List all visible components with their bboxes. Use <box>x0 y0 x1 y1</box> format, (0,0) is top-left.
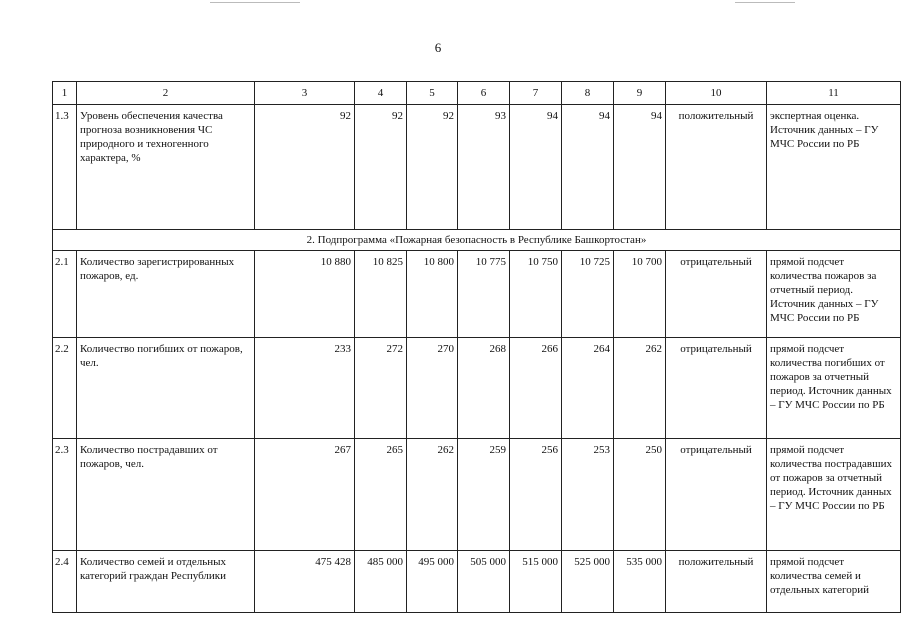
year-value: 10 725 <box>562 251 614 338</box>
year-value: 253 <box>562 439 614 551</box>
section-title: 2. Подпрограмма «Пожарная безопасность в Республике Башкортостан» <box>53 230 901 251</box>
table-row <box>53 338 901 439</box>
year-value: 94 <box>510 105 562 230</box>
trend-direction: положительный <box>666 551 767 613</box>
year-value: 92 <box>355 105 407 230</box>
column-header: 8 <box>562 82 614 105</box>
row-index: 1.3 <box>53 105 77 230</box>
scan-artifact-line <box>210 2 300 3</box>
indicator-name: Уровень обеспечения качества прогноза возникновения ЧС природного и техногенного характера, % <box>77 105 255 230</box>
column-header: 2 <box>77 82 255 105</box>
column-header: 4 <box>355 82 407 105</box>
indicators-table <box>52 81 901 613</box>
year-value: 267 <box>255 439 355 551</box>
indicator-name: Количество погибших от пожаров, чел. <box>77 338 255 439</box>
year-value: 485 000 <box>355 551 407 613</box>
data-source: прямой подсчет количества погибших от пожаров за отчетный период. Источник данных – ГУ МЧС России по РБ <box>767 338 901 439</box>
trend-direction: отрицательный <box>666 439 767 551</box>
row-index: 2.3 <box>53 439 77 551</box>
year-value: 272 <box>355 338 407 439</box>
column-header: 3 <box>255 82 355 105</box>
section-row <box>53 230 901 251</box>
year-value: 92 <box>255 105 355 230</box>
page-number: 6 <box>434 40 442 55</box>
column-header: 10 <box>666 82 767 105</box>
row-index: 2.2 <box>53 338 77 439</box>
year-value: 93 <box>458 105 510 230</box>
year-value: 505 000 <box>458 551 510 613</box>
year-value: 94 <box>562 105 614 230</box>
data-source: прямой подсчет количества семей и отдельных категорий <box>767 551 901 613</box>
column-header: 7 <box>510 82 562 105</box>
year-value: 10 880 <box>255 251 355 338</box>
data-source: прямой подсчет количества пострадавших от пожаров за отчетный период. Источник данных – ГУ МЧС России по РБ <box>767 439 901 551</box>
year-value: 525 000 <box>562 551 614 613</box>
year-value: 233 <box>255 338 355 439</box>
year-value: 92 <box>407 105 458 230</box>
year-value: 495 000 <box>407 551 458 613</box>
trend-direction: отрицательный <box>666 338 767 439</box>
column-header-row <box>53 82 901 105</box>
column-header: 1 <box>53 82 77 105</box>
year-value: 266 <box>510 338 562 439</box>
year-value: 259 <box>458 439 510 551</box>
column-header: 9 <box>614 82 666 105</box>
year-value: 10 825 <box>355 251 407 338</box>
year-value: 268 <box>458 338 510 439</box>
year-value: 250 <box>614 439 666 551</box>
year-value: 475 428 <box>255 551 355 613</box>
column-header: 11 <box>767 82 901 105</box>
year-value: 265 <box>355 439 407 551</box>
year-value: 10 700 <box>614 251 666 338</box>
table-row <box>53 251 901 338</box>
year-value: 10 800 <box>407 251 458 338</box>
column-header: 6 <box>458 82 510 105</box>
indicator-name: Количество пострадавших от пожаров, чел. <box>77 439 255 551</box>
year-value: 270 <box>407 338 458 439</box>
indicator-name: Количество зарегистрированных пожаров, ед. <box>77 251 255 338</box>
year-value: 535 000 <box>614 551 666 613</box>
row-index: 2.4 <box>53 551 77 613</box>
year-value: 262 <box>614 338 666 439</box>
year-value: 94 <box>614 105 666 230</box>
row-index: 2.1 <box>53 251 77 338</box>
table-row <box>53 551 901 613</box>
year-value: 256 <box>510 439 562 551</box>
indicator-name: Количество семей и отдельных категорий граждан Республики <box>77 551 255 613</box>
table-row <box>53 105 901 230</box>
table-row <box>53 439 901 551</box>
data-source: экспертная оценка. Источник данных – ГУ МЧС России по РБ <box>767 105 901 230</box>
column-header: 5 <box>407 82 458 105</box>
trend-direction: положительный <box>666 105 767 230</box>
year-value: 515 000 <box>510 551 562 613</box>
year-value: 264 <box>562 338 614 439</box>
data-source: прямой подсчет количества пожаров за отчетный период. Источник данных – ГУ МЧС России по РБ <box>767 251 901 338</box>
trend-direction: отрицательный <box>666 251 767 338</box>
year-value: 10 750 <box>510 251 562 338</box>
scan-artifact-line <box>735 2 795 3</box>
year-value: 262 <box>407 439 458 551</box>
year-value: 10 775 <box>458 251 510 338</box>
